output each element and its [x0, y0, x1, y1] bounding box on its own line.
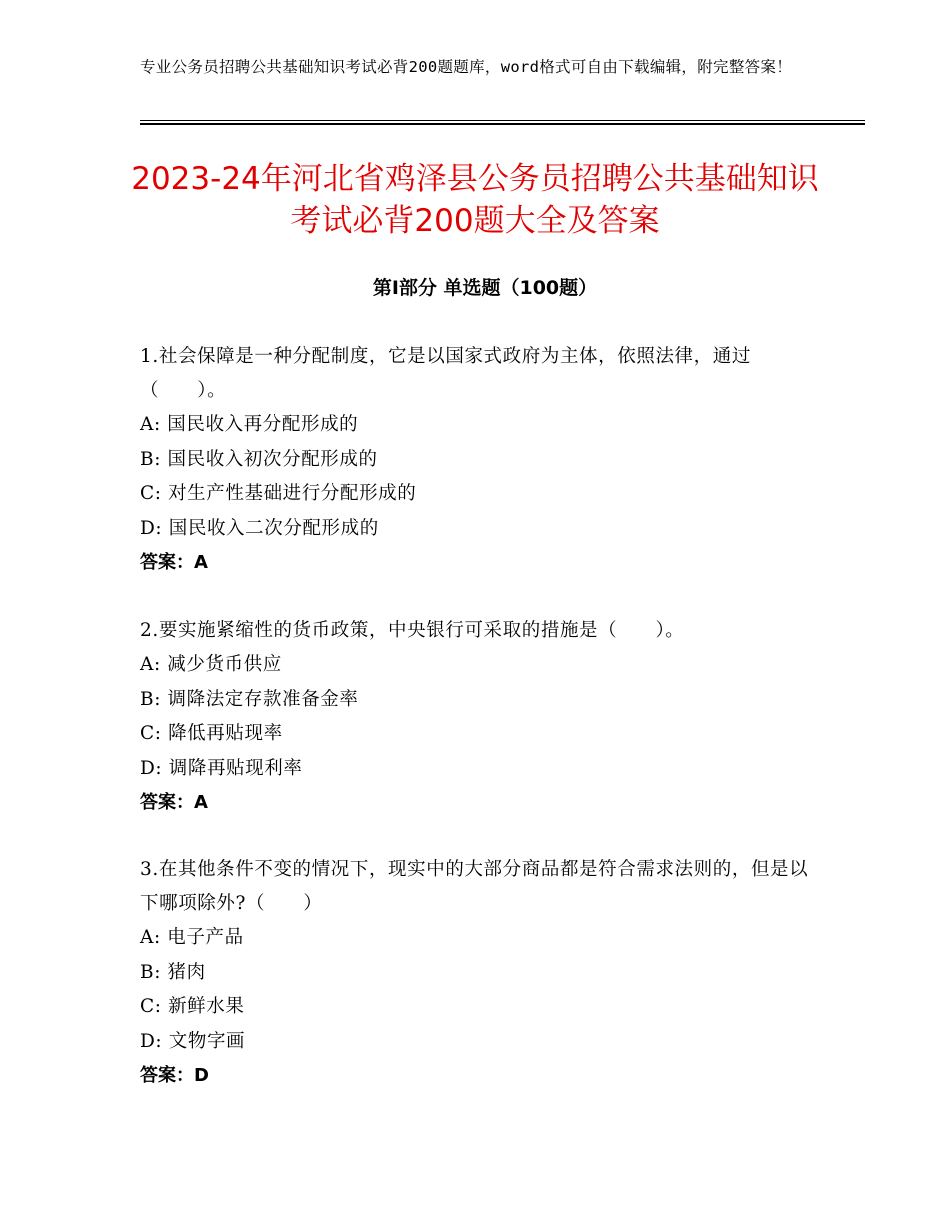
- header-divider-thick: [140, 123, 865, 125]
- section-heading: 第Ⅰ部分 单选题（100题）: [372, 277, 598, 299]
- question-stem: 2.要实施紧缩性的货币政策，中央银行可采取的措施是（ ）。: [140, 620, 685, 641]
- header-note: 专业公务员招聘公共基础知识考试必背200题题库，word格式可自由下载编辑，附完整答案！: [140, 58, 793, 76]
- option-d: D: 国民收入二次分配形成的: [140, 517, 379, 539]
- option-d: D: 文物字画: [140, 1030, 246, 1052]
- question-2: [140, 614, 810, 820]
- question-3: [140, 853, 810, 1093]
- question-stem: 1.社会保障是一种分配制度，它是以国家式政府为主体，依照法律，通过（ ）。: [140, 346, 751, 401]
- option-c: C: 降低再贴现率: [140, 723, 283, 744]
- option-a: A: 减少货币供应: [140, 654, 282, 675]
- option-a: A: 国民收入再分配形成的: [140, 414, 359, 435]
- answer: 答案：D: [140, 1065, 209, 1086]
- option-d: D: 调降再贴现利率: [140, 757, 303, 779]
- option-a: A: 电子产品: [140, 927, 244, 948]
- answer: 答案：A: [140, 792, 208, 813]
- header-divider-thin: [140, 120, 865, 121]
- question-stem: 3.在其他条件不变的情况下，现实中的大部分商品都是符合需求法则的，但是以下哪项除外?（ ）: [140, 859, 809, 914]
- option-c: C: 新鲜水果: [140, 996, 245, 1017]
- question-1: [140, 340, 810, 580]
- document-title: 2023-24年河北省鸡泽县公务员招聘公共基础知识考试必背200题大全及答案: [131, 161, 819, 239]
- answer: 答案：A: [140, 552, 208, 573]
- option-b: B: 国民收入初次分配形成的: [140, 448, 378, 470]
- option-c: C: 对生产性基础进行分配形成的: [140, 483, 417, 504]
- option-b: B: 调降法定存款准备金率: [140, 688, 359, 710]
- option-b: B: 猪肉: [140, 961, 206, 983]
